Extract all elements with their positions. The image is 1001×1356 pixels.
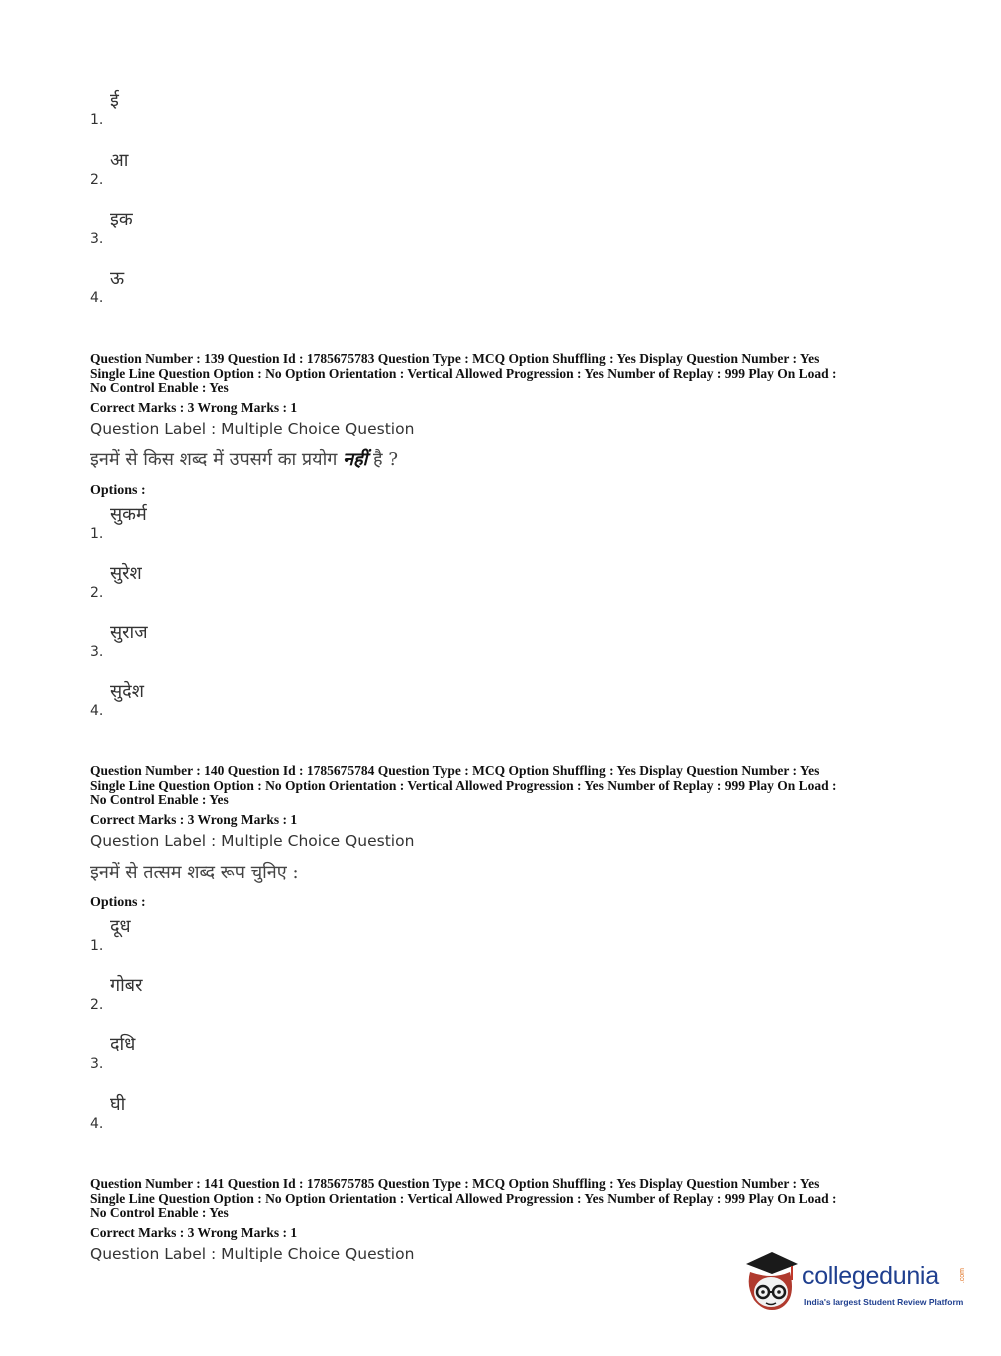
meta-line: Single Line Question Option : No Option Orientation : Vertical Allowed Progression : Yes Number of Replay : 999 Play On Load : [90,777,837,793]
option-text: गोबर [110,975,143,996]
meta-line: No Control Enable : Yes [90,380,229,396]
question-marks: Correct Marks : 3 Wrong Marks : 1 [90,400,298,415]
option-text: घी [110,1094,126,1115]
option-text: सुराज [110,622,148,643]
question-text-emphasis: नहीं [343,449,368,470]
option-number: 4. [90,290,104,306]
option-number: 2. [90,997,104,1013]
question-meta [90,764,920,808]
option-number: 1. [90,938,104,954]
option-text: सुकर्म [110,504,147,525]
question-text [90,447,398,471]
question-text-part: है ? [367,449,398,470]
question-label: Question Label : Multiple Choice Question [90,420,415,438]
option-text: आ [110,150,129,171]
option-text: दूध [110,916,131,937]
options-heading: Options : [90,895,146,910]
meta-line: Question Number : 141 Question Id : 1785675785 Question Type : MCQ Option Shuffling : Yes Display Question Number : Yes [90,1176,820,1191]
option-text: ऊ [110,268,125,289]
meta-line: No Control Enable : Yes [90,792,229,808]
option-number: 2. [90,585,104,601]
option-number: 2. [90,172,104,188]
brand-name: collegedunia [802,1262,939,1290]
option-number: 4. [90,1116,104,1132]
question-marks: Correct Marks : 3 Wrong Marks : 1 [90,1225,298,1240]
mascot-logo-icon [742,1250,800,1316]
brand-domain: .com [959,1268,966,1284]
brand-tagline: India's largest Student Review Platform [804,1297,964,1307]
option-text: इक [110,209,133,230]
option-text: दधि [110,1034,136,1055]
option-text: ई [110,90,119,111]
option-number: 3. [90,1056,104,1072]
meta-line: No Control Enable : Yes [90,1205,229,1221]
question-text-part: इनमें से किस शब्द में उपसर्ग का प्रयोग [90,449,344,470]
option-number: 1. [90,112,104,128]
option-number: 4. [90,703,104,719]
question-label: Question Label : Multiple Choice Question [90,1245,415,1263]
collegedunia-watermark [742,1250,972,1320]
meta-line: Question Number : 140 Question Id : 1785675784 Question Type : MCQ Option Shuffling : Yes Display Question Number : Yes [90,763,820,778]
question-text: इनमें से तत्सम शब्द रूप चुनिए : [90,862,299,883]
option-number: 1. [90,526,104,542]
options-heading: Options : [90,483,146,498]
question-meta [90,352,920,396]
question-label: Question Label : Multiple Choice Question [90,832,415,850]
option-number: 3. [90,644,104,660]
option-number: 3. [90,231,104,247]
option-text: सुरेश [110,563,142,584]
meta-line: Single Line Question Option : No Option Orientation : Vertical Allowed Progression : Yes Number of Replay : 999 Play On Load : [90,1190,837,1206]
meta-line: Question Number : 139 Question Id : 1785675783 Question Type : MCQ Option Shuffling : Yes Display Question Number : Yes [90,351,820,366]
question-meta [90,1177,920,1221]
option-text: सुदेश [110,681,144,702]
meta-line: Single Line Question Option : No Option Orientation : Vertical Allowed Progression : Yes Number of Replay : 999 Play On Load : [90,365,837,381]
question-marks: Correct Marks : 3 Wrong Marks : 1 [90,812,298,827]
